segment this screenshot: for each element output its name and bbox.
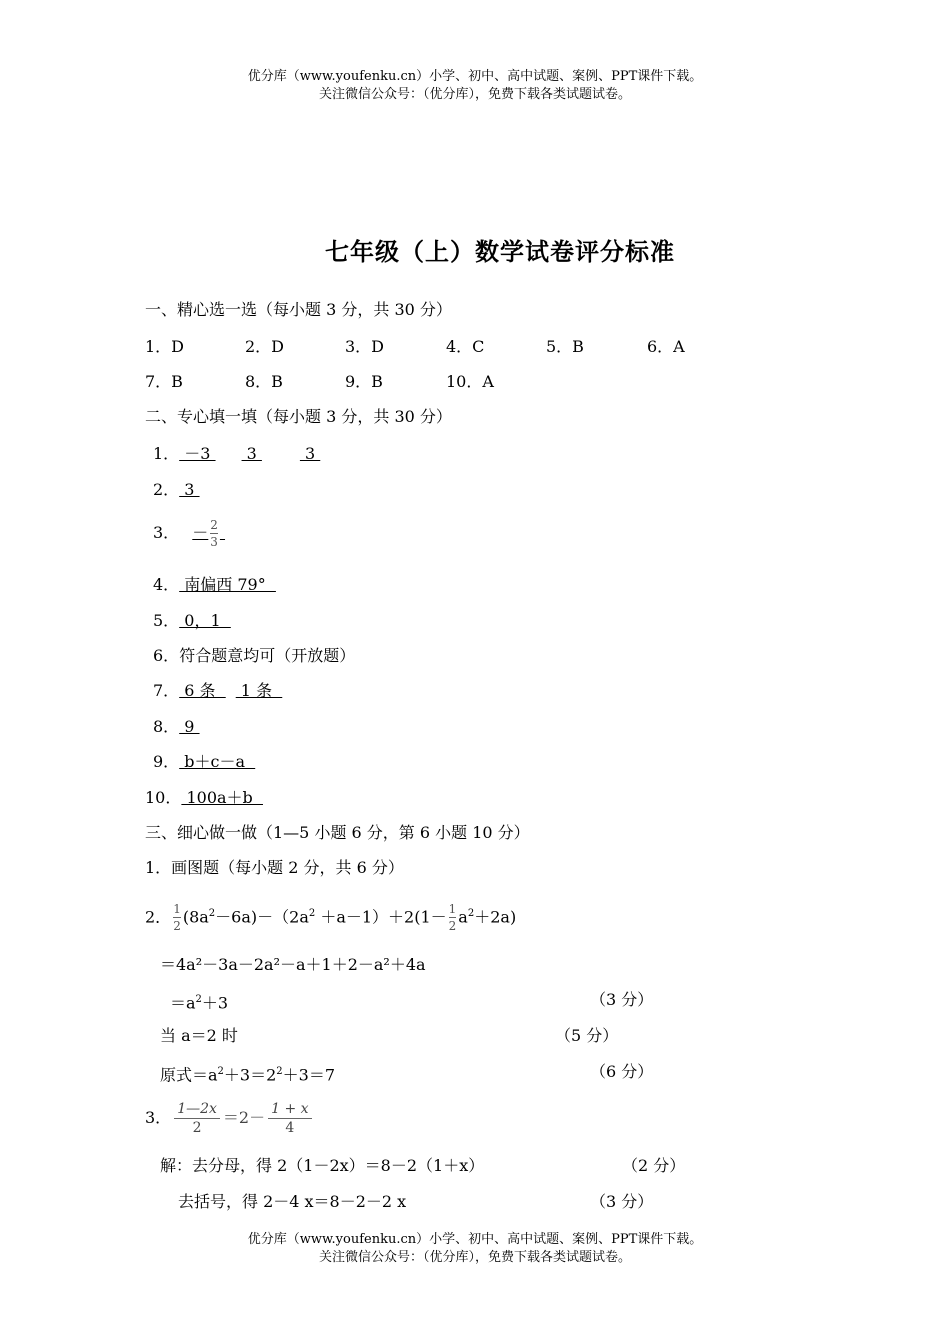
- answer-text: 符合题意均可（开放题）: [179, 646, 356, 665]
- answer-blank: 1 条: [235, 681, 283, 700]
- page-title: 七年级（上）数学试卷评分标准: [325, 238, 675, 266]
- score-label: （6 分）: [590, 1062, 654, 1081]
- q-number: 3．: [145, 1108, 172, 1127]
- problem-2-expression: 2． $\frac{1}{2}$ $(8a^2-6a)-(2a^2 +a-1)+2(1-$ $\frac{1}{2}$ $a^2+2a$): [145, 902, 517, 934]
- fill-q6: [153, 646, 355, 666]
- answer-8: 8．B: [245, 372, 283, 391]
- fill-q8: [153, 717, 200, 737]
- answer-blank: 3: [299, 444, 321, 463]
- problem-1: 1．画图题（每小题 2 分，共 6 分）: [145, 858, 404, 877]
- problem-2-step2: $=a^2+3$: [170, 993, 229, 1013]
- footer-line-1: 优分库（www.youfenku.cn）小学、初中、高中试题、案例、PPT课件下载。: [247, 1232, 703, 1247]
- fill-q4: [153, 575, 276, 595]
- fill-q1: [153, 444, 320, 464]
- score-label: （2 分）: [622, 1156, 686, 1175]
- score-label: （3 分）: [590, 990, 654, 1009]
- answer-blank: 100a＋b: [181, 788, 263, 807]
- answer-blank: b＋c－a: [179, 752, 256, 771]
- answer-blank: 6 条: [179, 681, 226, 700]
- fill-q10: [145, 788, 263, 808]
- q-number: 4．: [153, 575, 180, 594]
- answer-10: 10．A: [446, 372, 494, 391]
- fill-q5: [153, 611, 231, 631]
- fill-q9: [153, 752, 255, 772]
- fraction-half: $\frac{1}{2}$: [448, 902, 457, 934]
- problem-3-step1: 解：去分母，得 2（1－2x）＝8－2（1＋x）: [160, 1156, 485, 1175]
- footer-line-2: 关注微信公众号：（优分库），免费下载各类试题试卷。: [318, 1250, 631, 1265]
- answer-blank: [192, 518, 225, 549]
- q-number: 1．: [153, 444, 180, 463]
- q-number: 5．: [153, 611, 180, 630]
- fill-q2: [153, 480, 200, 500]
- score-label: （5 分）: [555, 1026, 619, 1045]
- q-number: 2．: [153, 480, 180, 499]
- fill-q3: [153, 516, 225, 550]
- answer-blank: 9: [179, 717, 200, 736]
- answer-9: 9．B: [345, 372, 383, 391]
- problem-2-step3: 当 a＝2 时: [160, 1026, 238, 1045]
- fill-q7: [153, 681, 282, 701]
- header-line-2: 关注微信公众号：（优分库），免费下载各类试题试卷。: [318, 87, 631, 102]
- fraction-half: $\frac{1}{2}$: [173, 902, 181, 934]
- q-number: 6．: [153, 646, 180, 665]
- section1-heading: 一、精心选一选（每小题 3 分，共 30 分）: [145, 300, 452, 319]
- answer-blank: 3: [179, 480, 200, 499]
- answer-1: 1．D: [145, 337, 185, 356]
- answer-5: 5．B: [546, 337, 584, 356]
- problem-3-step2: 去括号，得 2－4 x＝8－2－2 x: [178, 1192, 407, 1211]
- fraction-lhs: $\frac{1—2x}{2}$: [174, 1100, 220, 1137]
- answer-6: 6．A: [647, 337, 685, 356]
- answer-blank: 南偏西 79°: [179, 575, 276, 594]
- problem-2-step1: ＝4a²－3a－2a²－a＋1＋2－a²＋4a: [160, 955, 426, 974]
- problem-3-equation: 3． $\frac{1—2x}{2}$ ＝2－ $\frac{1 + x}{4}$: [145, 1098, 315, 1138]
- answer-blank: －3: [179, 444, 216, 463]
- fraction-rhs: $\frac{1 + x}{4}$: [268, 1100, 311, 1137]
- problem-2-step4: 原式$=a^2+3=2^2+3=7$: [160, 1065, 336, 1085]
- section3-heading: 三、细心做一做（1—5 小题 6 分，第 6 小题 10 分）: [145, 823, 530, 842]
- q-number: 3．: [153, 523, 180, 542]
- q-number: 9．: [153, 752, 180, 771]
- q-number: 8．: [153, 717, 180, 736]
- q-number: 7．: [153, 681, 180, 700]
- answer-2: 2．D: [245, 337, 285, 356]
- fraction: $\frac{2}{3}$: [210, 518, 218, 549]
- answer-4: 4．C: [446, 337, 485, 356]
- q-number: 10．: [145, 788, 182, 807]
- header-line-1: 优分库（www.youfenku.cn）小学、初中、高中试题、案例、PPT课件下载。: [247, 69, 703, 84]
- answer-3: 3．D: [345, 337, 385, 356]
- minus-sign: －: [192, 523, 209, 542]
- section2-heading: 二、专心填一填（每小题 3 分，共 30 分）: [145, 407, 452, 426]
- answer-7: 7．B: [145, 372, 183, 391]
- score-label: （3 分）: [590, 1192, 654, 1211]
- q-number: 2．: [145, 907, 172, 927]
- answer-blank: 3: [241, 444, 262, 463]
- answer-blank: 0，1: [179, 611, 231, 630]
